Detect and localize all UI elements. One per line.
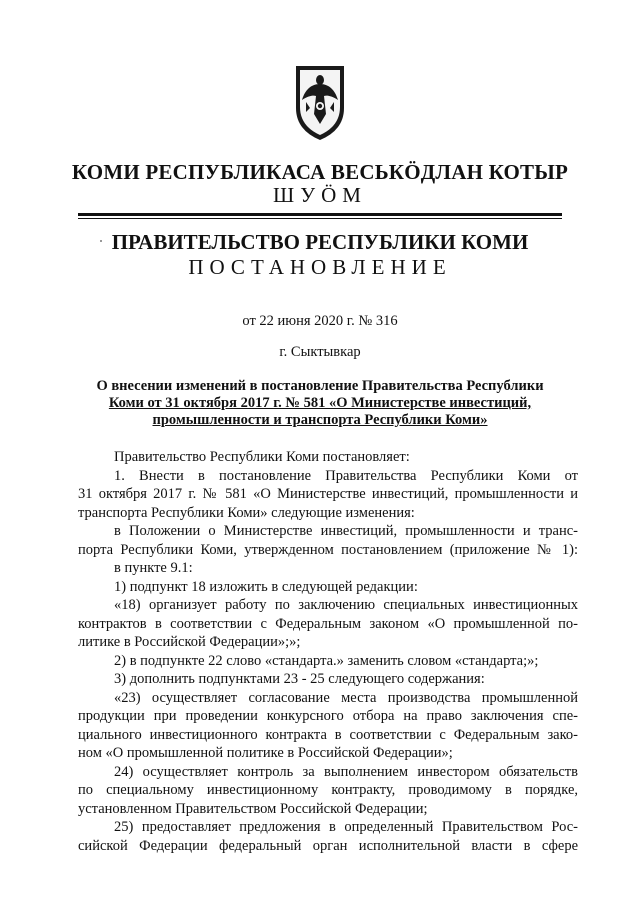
body-line: 31 октября 2017 г. № 581 «О Министерстве инвестиций, промышленности и bbox=[78, 486, 578, 502]
body-line: в пункте 9.1: bbox=[114, 560, 193, 576]
komi-government-name: КОМИ РЕСПУБЛИКАСА ВЕСЬКӦДЛАН КОТЫР bbox=[71, 160, 569, 184]
body-line: контрактов в соответствии с Федеральным законом «О промышленной по- bbox=[78, 615, 578, 632]
body-line: 1) подпункт 18 изложить в следующей редакции: bbox=[114, 578, 418, 595]
document-title bbox=[70, 378, 570, 429]
document-body bbox=[78, 448, 578, 855]
body-line: сийской Федерации федеральный орган исполнительной власти в сфере bbox=[78, 837, 578, 854]
body-line: 25) предоставляет предложения в определенный Правительством Рос- bbox=[114, 819, 578, 835]
body-line: 24) осуществляет контроль за выполнением инвестором обязательств bbox=[114, 763, 578, 780]
body-line: 1. Внести в постановление Правительства Республики Коми от bbox=[114, 467, 578, 484]
body-line: «18) организует работу по заключению специальных инвестиционных bbox=[114, 597, 578, 613]
title-line: Коми от 31 октября 2017 г. № 581 «О Министерстве инвестиций, bbox=[108, 395, 532, 411]
header-rule-thin bbox=[78, 218, 562, 219]
header-rule-thick bbox=[78, 213, 562, 216]
body-line: по специальному инвестиционному контракту, проводимому в порядке, bbox=[78, 782, 578, 798]
body-line: установленном Правительством Российской Федерации; bbox=[78, 800, 428, 817]
body-line: продукции при проведении конкурсного отбора на право заключения спе- bbox=[78, 708, 578, 724]
document-date-number: от 22 июня 2020 г. № 316 bbox=[242, 313, 398, 329]
body-line: литике в Российской Федерации»;»; bbox=[78, 634, 301, 650]
body-line: транспорта Республики Коми» следующие изменения: bbox=[78, 504, 415, 521]
komi-document-type: ШУӦМ bbox=[273, 183, 367, 207]
body-line: циального инвестиционного контракта в соответствии с Федеральным зако- bbox=[78, 726, 578, 743]
body-line: порта Республики Коми, утвержденном постановлением (приложение № 1): bbox=[78, 541, 578, 558]
body-line: 3) дополнить подпунктами 23 - 25 следующего содержания: bbox=[114, 671, 485, 687]
title-line: О внесении изменений в постановление Правительства Республики bbox=[96, 378, 544, 394]
body-line: ном «О промышленной политике в Российской Федерации»; bbox=[78, 745, 453, 761]
document-type: ПОСТАНОВЛЕНИЕ bbox=[188, 255, 452, 279]
government-name: ПРАВИТЕЛЬСТВО РЕСПУБЛИКИ КОМИ bbox=[111, 230, 529, 254]
title-line: промышленности и транспорта Республики Коми» bbox=[152, 412, 488, 428]
document-place: г. Сыктывкар bbox=[279, 344, 361, 360]
body-line: в Положении о Министерстве инвестиций, промышленности и транс- bbox=[114, 523, 578, 539]
coat-of-arms-emblem bbox=[293, 62, 347, 142]
body-line: Правительство Республики Коми постановляет: bbox=[114, 449, 410, 465]
body-line: «23) осуществляет согласование места производства промышленной bbox=[114, 689, 578, 706]
body-line: 2) в подпункте 22 слово «стандарта.» заменить словом «стандарта;»; bbox=[114, 652, 539, 669]
